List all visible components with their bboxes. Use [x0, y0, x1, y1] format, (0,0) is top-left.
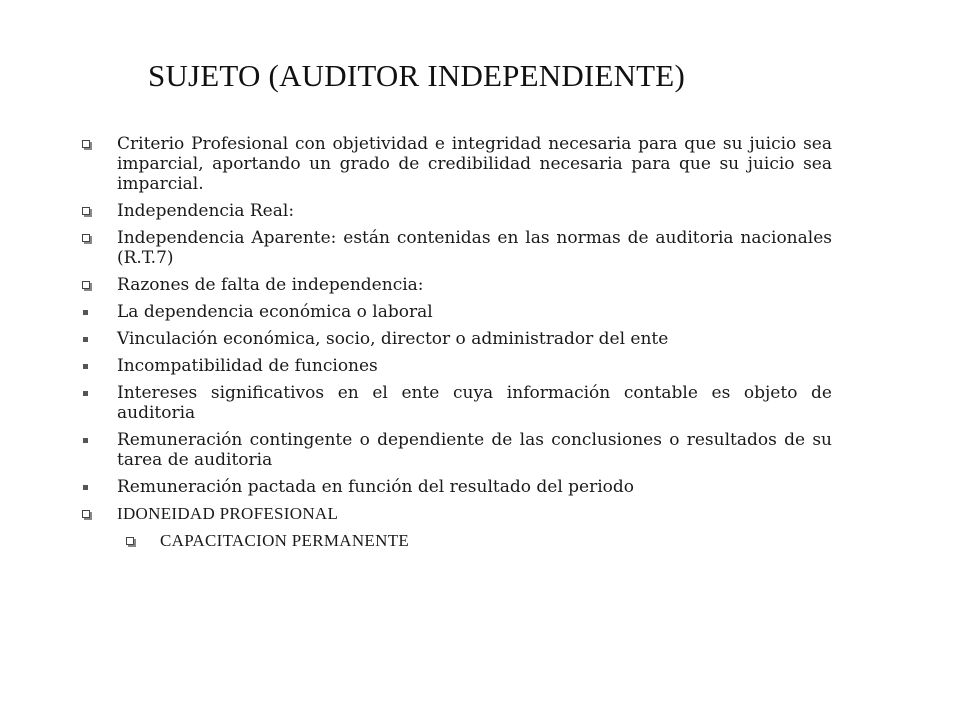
bullet-item	[80, 383, 832, 423]
bullet-item	[80, 477, 832, 497]
square-bullet-icon	[80, 335, 90, 345]
bullet-text: IDONEIDAD PROFESIONAL	[117, 504, 339, 523]
bullet-text: La dependencia económica o laboral	[117, 302, 433, 322]
sub-bullet-item	[80, 531, 832, 551]
checkbox-bullet-icon	[80, 140, 90, 150]
bullet-text: CAPACITACION PERMANENTE	[160, 531, 410, 550]
slide-title: SUJETO (AUDITOR INDEPENDIENTE)	[148, 58, 685, 93]
bullet-text: Independencia Real:	[117, 201, 295, 221]
checkbox-bullet-icon	[80, 207, 90, 217]
bullet-item	[80, 430, 832, 470]
bullet-item	[80, 228, 832, 268]
checkbox-bullet-icon	[80, 510, 90, 520]
bullet-text: Criterio Profesional con objetividad e integridad necesaria para que su juicio sea imparcial, aportando un grado de credibilidad necesaria para que su juicio sea imparcial.	[117, 134, 832, 194]
square-bullet-icon	[80, 389, 90, 399]
bullet-text: Independencia Aparente: están contenidas en las normas de auditoria nacionales (R.T.7)	[117, 228, 832, 268]
bullet-item	[80, 329, 832, 349]
checkbox-bullet-icon	[80, 281, 90, 291]
bullet-item	[80, 201, 832, 221]
bullet-text: Intereses significativos en el ente cuya información contable es objeto de auditoria	[117, 383, 832, 423]
square-bullet-icon	[80, 362, 90, 372]
bullet-list	[80, 134, 832, 558]
checkbox-bullet-icon	[124, 537, 134, 547]
bullet-item	[80, 275, 832, 295]
bullet-item	[80, 302, 832, 322]
bullet-item	[80, 356, 832, 376]
bullet-item	[80, 134, 832, 194]
bullet-item	[80, 504, 832, 524]
square-bullet-icon	[80, 436, 90, 446]
bullet-text: Incompatibilidad de funciones	[117, 356, 378, 376]
square-bullet-icon	[80, 308, 90, 318]
bullet-text: Remuneración pactada en función del resultado del periodo	[117, 477, 635, 497]
bullet-text: Vinculación económica, socio, director o administrador del ente	[117, 329, 669, 349]
square-bullet-icon	[80, 483, 90, 493]
checkbox-bullet-icon	[80, 234, 90, 244]
bullet-text: Razones de falta de independencia:	[117, 275, 424, 295]
bullet-text: Remuneración contingente o dependiente de las conclusiones o resultados de su tarea de auditoria	[117, 430, 832, 470]
